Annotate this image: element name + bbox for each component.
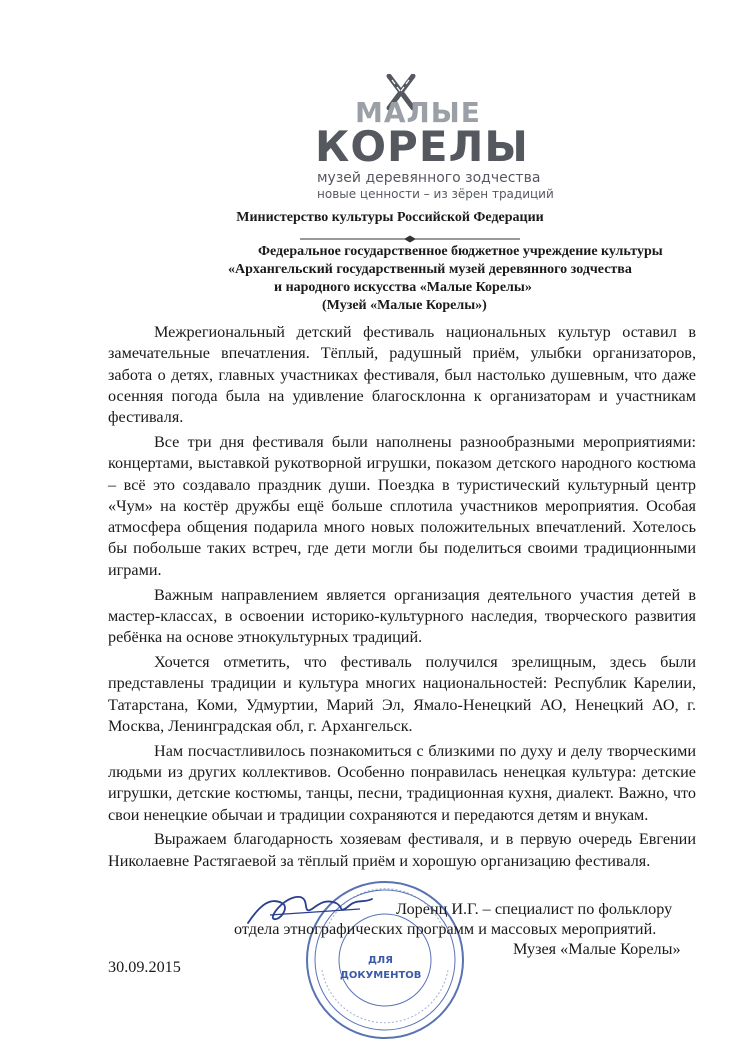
logo-title-large: КОРЕЛЫ xyxy=(315,122,529,171)
letter-date: 30.09.2015 xyxy=(108,958,181,976)
author-organization: Музея «Малые Корелы» xyxy=(513,940,681,958)
body-paragraph: Выражаем благодарность хозяевам фестиваля, и в первую очередь Евгении Николаевне Растягаевой за тёплый приём и хорошую организацию фестиваля. xyxy=(108,830,696,870)
body-paragraph: Все три дня фестиваля были наполнены разнообразными мероприятиями: концертами, выставкой рукотворной игрушки, показом детского народного костюма – всё это создавало праздник души. Поездка в туристический культурный центр «Чум» на костёр дружбы ещё больше сплотила участников мероприятия. Особая атмосфера общения подарила много новых положительных впечатлений. Хотелось бы побольше таких встреч, где дети могли бы поделиться своими традиционными играми. xyxy=(108,432,696,579)
author-department: отдела этнографических программ и массовых мероприятий. xyxy=(234,920,657,938)
logo-title-small: МАЛЫЕ xyxy=(355,96,481,129)
institution-line-4: (Музей «Малые Корелы») xyxy=(322,298,487,313)
museum-logo xyxy=(315,74,554,201)
stamp-label-bottom: ДОКУМЕНТОВ xyxy=(340,970,422,981)
body-paragraph: Хочется отметить, что фестиваль получился зрелищным, здесь были представлены традиции и культура многих национальностей: Республик Карелии, Татарстана, Коми, Удмуртии, Марий Эл, Ямало-Ненецкий АО, Ненецкий АО, г. Москва, Ленинградская обл, г. Архангельск. xyxy=(108,652,696,735)
letter-body xyxy=(108,322,696,875)
institution-line-3: и народного искусства «Малые Корелы» xyxy=(274,280,532,295)
body-paragraph: Межрегиональный детский фестиваль национальных культур оставил в замечательные впечатления. Тёплый, радушный приём, улыбки организаторов, забота о детях, главных участниках фестиваля, был настолько душевным, что даже осенняя погода была на удивление благосклонна к организаторам и участникам фестиваля. xyxy=(108,323,696,427)
institution-line-1: Федеральное государственное бюджетное учреждение культуры xyxy=(258,244,663,259)
ministry-title: Министерство культуры Российской Федерации xyxy=(236,210,544,225)
author-name: Лоренц И.Г. – специалист по фольклору xyxy=(396,900,673,918)
logo-tagline: новые ценности – из зёрен традиций xyxy=(317,187,554,201)
institution-line-2: «Архангельский государственный музей деревянного зодчества xyxy=(228,262,632,277)
header-divider xyxy=(300,235,520,243)
stamp-label-top: ДЛЯ xyxy=(368,955,393,966)
body-paragraph: Важным направлением является организация деятельного участия детей в мастер-классах, в освоении историко-культурного наследия, творческого развития ребёнка на основе этнокультурных традиций. xyxy=(108,585,696,647)
logo-subtitle: музей деревянного зодчества xyxy=(317,170,541,186)
body-paragraph: Нам посчастливилось познакомиться с близкими по духу и делу творческими людьми из других коллективов. Особенно понравилась ненецкая культура: детские игрушки, детские костюмы, танцы, песни, традиционная кухня, диалект. Важно, что свои ненецкие обычаи и традиции сохраняются и передаются детям и внукам. xyxy=(108,741,696,824)
